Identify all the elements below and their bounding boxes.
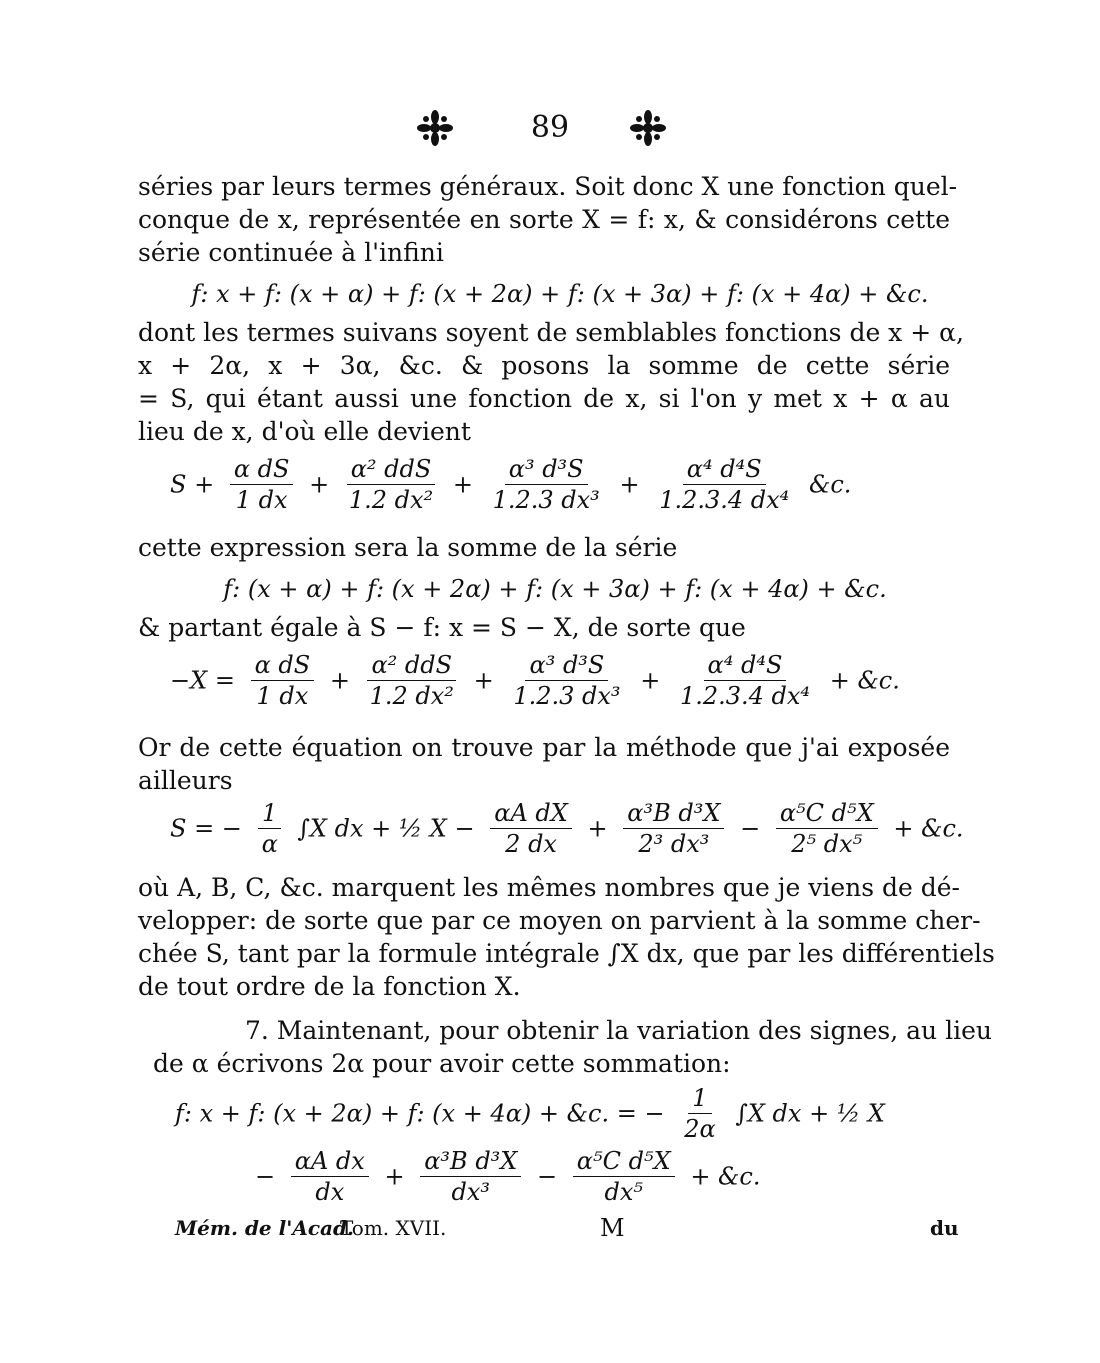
equation-series: f: x + f: (x + α) + f: (x + 2α) + f: (x + 3α) + f: (x + 4α) + &c.	[191, 280, 929, 308]
plus-sign: +	[452, 470, 473, 499]
equation-alternating-sum-cont	[255, 1148, 760, 1205]
plus-sign: +	[329, 666, 350, 695]
eq-mid: ∫X dx + ½ X −	[297, 814, 475, 843]
eq-lead: S +	[170, 470, 215, 499]
fleuron-ornament-right-icon	[628, 108, 668, 148]
text-line: = S, qui étant aussi une fonction de x, si l'on y met x + α au	[138, 384, 950, 413]
equation-alternating-sum	[175, 1085, 885, 1142]
equation-series-shifted: f: (x + α) + f: (x + 2α) + f: (x + 3α) + f: (x + 4α) + &c.	[223, 575, 887, 603]
catchword: du	[930, 1216, 959, 1240]
eq-lead: S = −	[170, 814, 242, 843]
fraction: $\frac{\text{α⁵C d⁵X}}{\text{2⁵ dx⁵}}$	[776, 800, 878, 857]
text-line: lieu de x, d'où elle devient	[138, 417, 471, 446]
page-number: 89	[530, 110, 570, 145]
text-line: série continuée à l'infini	[138, 238, 444, 267]
plus-sign: +	[619, 470, 640, 499]
fraction: $\frac{1}{2\alpha}$	[684, 1084, 716, 1143]
journal-abbrev: Mém. de l'Acad.	[175, 1216, 354, 1240]
text-line: x + 2α, x + 3α, &c. & posons la somme de cette série	[138, 351, 950, 380]
plus-sign: +	[384, 1162, 405, 1191]
fraction: $\frac{\text{αA dx}}{dx}$	[291, 1148, 369, 1205]
plus-sign: +	[640, 666, 661, 695]
text-line: & partant égale à S − f: x = S − X, de sorte que	[138, 613, 746, 642]
fraction: $\frac{\text{α³ d³S}}{\text{1.2.3 dx³}}$	[492, 455, 600, 514]
minus-sign: −	[537, 1162, 558, 1191]
equation-minus-x	[170, 652, 900, 709]
fraction: $\frac{1}{\alpha}$	[258, 800, 282, 857]
fraction: $\frac{\text{α² ddS}}{\text{1.2 dx²}}$	[345, 456, 437, 513]
fraction: $\frac{\text{α⁵C d⁵X}}{\text{dx⁵}}$	[573, 1148, 675, 1205]
fraction: $\frac{\text{α³B d³X}}{\text{dx³}}$	[420, 1148, 521, 1205]
fraction: $\frac{\text{α³B d³X}}{\text{2³ dx³}}$	[623, 800, 724, 857]
fraction: $\frac{\text{αA dX}}{2 dx}$	[490, 800, 572, 857]
text-line: ailleurs	[138, 766, 233, 795]
equation-shifted-sum	[170, 456, 851, 513]
text-line: dont les termes suivans soyent de semblables fonctions de x + α,	[138, 318, 964, 347]
eq-tail: &c.	[808, 470, 852, 499]
eq-tail: ∫X dx + ½ X	[735, 1099, 885, 1128]
text-line: de α écrivons 2α pour avoir cette sommation:	[153, 1049, 731, 1078]
fraction: $\frac{\text{α² ddS}}{\text{1.2 dx²}}$	[366, 652, 458, 709]
signature-mark: M	[600, 1214, 625, 1242]
text-line: chée S, tant par la formule intégrale ∫X dx, que par les différentiels	[138, 939, 995, 968]
plus-sign: +	[473, 666, 494, 695]
plus-sign: +	[309, 470, 330, 499]
text-line: séries par leurs termes généraux. Soit donc X une fonction quel-	[138, 172, 958, 201]
eq-lead: −X =	[170, 666, 235, 695]
minus-sign: −	[740, 814, 761, 843]
fraction: $\frac{\text{α dS}}{1 dx}$	[251, 652, 315, 709]
equation-s-solution	[170, 800, 964, 857]
fraction: $\frac{\text{α⁴ d⁴S}}{\text{1.2.3.4 dx⁴}}$	[659, 455, 790, 514]
page-header	[0, 108, 1100, 158]
eq-tail: + &c.	[829, 666, 900, 695]
eq-lead: f: x + f: (x + 2α) + f: (x + 4α) + &c. = −	[175, 1099, 665, 1128]
text-line: de tout ordre de la fonction X.	[138, 972, 521, 1001]
fraction: $\frac{\text{α dS}}{1 dx}$	[230, 456, 294, 513]
fraction: $\frac{\text{α⁴ d⁴S}}{\text{1.2.3.4 dx⁴}}$	[679, 651, 811, 710]
text-line: 7. Maintenant, pour obtenir la variation des signes, au lieu	[245, 1016, 992, 1045]
eq-tail: + &c.	[690, 1162, 761, 1191]
page-footer	[175, 1216, 965, 1248]
text-line: cette expression sera la somme de la série	[138, 533, 678, 562]
minus-sign: −	[255, 1162, 276, 1191]
eq-tail: + &c.	[893, 814, 964, 843]
text-line: conque de x, représentée en sorte X = f: x, & considérons cette	[138, 205, 950, 234]
text-line: Or de cette équation on trouve par la méthode que j'ai exposée	[138, 733, 950, 762]
fleuron-ornament-left-icon	[415, 108, 455, 148]
volume-label: Tom. XVII.	[340, 1216, 447, 1240]
text-line: velopper: de sorte que par ce moyen on parvient à la somme cher-	[138, 906, 981, 935]
plus-sign: +	[587, 814, 608, 843]
text-line: où A, B, C, &c. marquent les mêmes nombres que je viens de dé-	[138, 873, 960, 902]
fraction: $\frac{\text{α³ d³S}}{\text{1.2.3 dx³}}$	[513, 651, 621, 710]
